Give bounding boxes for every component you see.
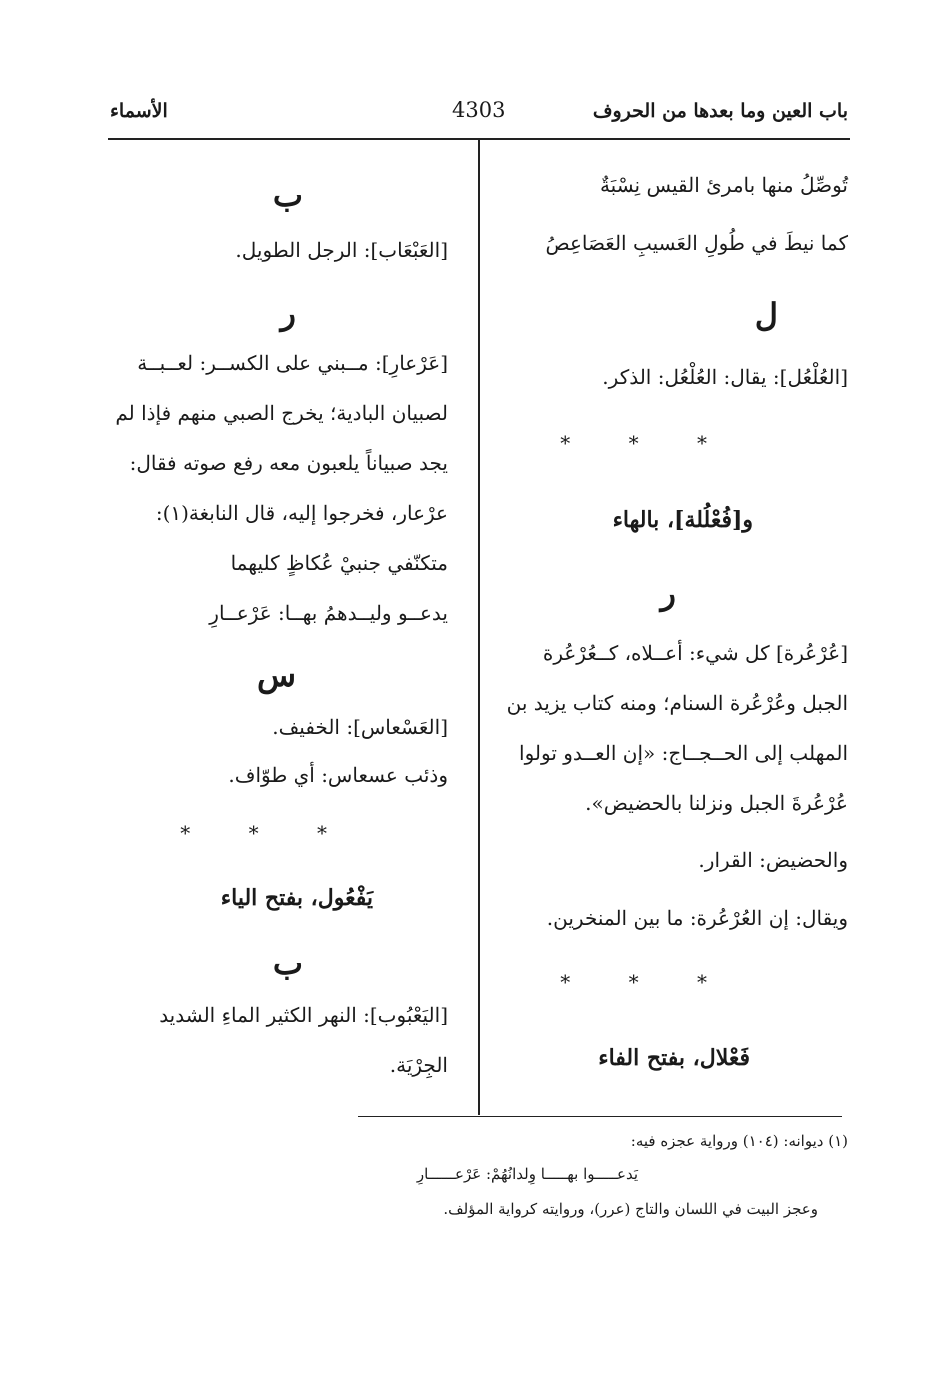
- entry-yabub-line-1: [اليَعْبُوب]: النهر الكثير الماءِ الشديد: [159, 1003, 448, 1027]
- entry-yabub-line-2: الجِرْيَة.: [389, 1053, 448, 1077]
- footnote-1: (١) ديوانه: (١٠٤) ورواية عجزه فيه:: [630, 1132, 848, 1150]
- verse-line-1: تُوصِّلُ منها بامرئ القيس نِسْبَةٌ: [599, 173, 848, 197]
- separator-stars: * * *: [180, 821, 353, 845]
- letter-heading-ba: ب: [272, 944, 303, 982]
- verse-nabigha-2: يدعــو وليــدهمُ بهــا: عَرْعــارِ: [209, 601, 448, 625]
- entry-urura-line-2: الجبل وعُرْعُرة السنام؛ ومنه كتاب يزيد بن: [506, 691, 848, 715]
- entry-hadid: والحضيض: القرار.: [698, 848, 848, 872]
- footnote-rule: [358, 1116, 842, 1117]
- entry-arar-line-4: عرْعار، فخرجوا إليه، قال النابغة(١):: [155, 501, 448, 525]
- letter-heading-ba: ب: [272, 176, 303, 214]
- footnote-2: وعجز البيت في اللسان والتاج (عرر)، وروايته كرواية المؤلف.: [443, 1200, 818, 1218]
- entry-urura-line-1: [عُرْعُرة] كل شيء: أعــلاه، كــعُرْعُرة: [542, 641, 848, 665]
- separator-stars: * * *: [560, 431, 733, 455]
- entry-arar-line-3: يجد صبياناً يلعبون معه رفع صوته فقال:: [129, 451, 448, 475]
- entry-abab: [العَبْعَاب]: الرجل الطويل.: [235, 238, 448, 262]
- verse-nabigha-1: متكنّفي جنبيْ عُكاظٍ كليهما: [230, 551, 448, 575]
- section-heading-fu-lula: و[فُعْلُلة]، بالهاء: [612, 507, 753, 533]
- running-head-chapter: باب العين وما بعدها من الحروف: [592, 100, 848, 122]
- entry-arar-line-1: [عَرْعارِ]: مــبني على الكســر: لعــبــة: [137, 351, 448, 375]
- entry-ul-ul: [العُلْعُل]: يقال: العُلْعُل: الذكر.: [602, 365, 848, 389]
- letter-heading-ra: ر: [660, 574, 676, 612]
- letter-heading-sin: س: [256, 656, 296, 694]
- entry-asas-wolf: وذئب عسعاس: أي طوّاف.: [228, 763, 448, 787]
- entry-asas: [العَسْعاس]: الخفيف.: [272, 715, 448, 739]
- letter-heading-ra: ر: [280, 294, 296, 332]
- entry-urura-line-4: عُرْعُرةَ الجبل ونزلنا بالحضيض».: [585, 791, 848, 815]
- separator-stars: * * *: [560, 970, 733, 994]
- page-number: 4303: [452, 98, 506, 122]
- running-head-section: الأسماء: [110, 100, 168, 122]
- entry-urura-nose: ويقال: إن العُرْعُرة: ما بين المنخرين.: [546, 906, 848, 930]
- entry-urura-line-3: المهلب إلى الحــجــاج: «إن العــدو تولوا: [519, 741, 848, 765]
- letter-heading-lam: ل: [754, 296, 778, 334]
- verse-line-2: كما نيطَ في طُولِ العَسيبِ العَصَاعِصُ: [545, 231, 848, 255]
- section-heading-fa-lal: فَعْلال، بفتح الفاء: [598, 1045, 750, 1071]
- footnote-verse: يَدعـــــوا بهـــــا وِلدانُهُمْ: عَرْعــــــارِ: [416, 1165, 638, 1183]
- section-heading-yaf-ul: يَفْعُول، بفتح الياء: [220, 885, 373, 911]
- column-divider: [478, 140, 480, 1115]
- entry-arar-line-2: لصبيان البادية؛ يخرج الصبي منهم فإذا لم: [115, 401, 448, 425]
